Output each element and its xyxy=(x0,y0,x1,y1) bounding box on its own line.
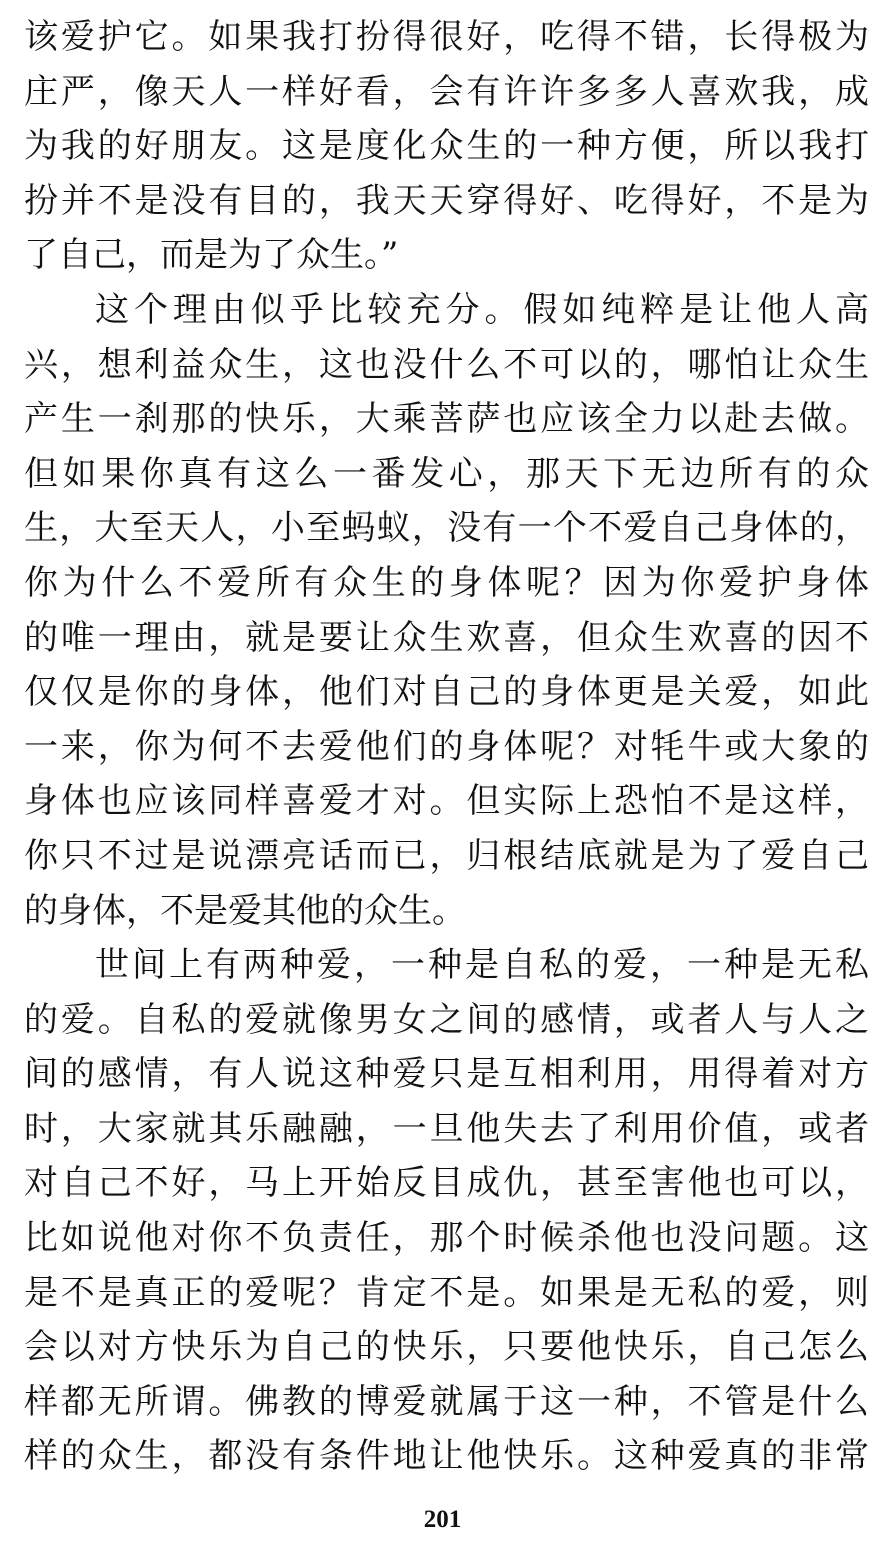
text-line: 样都无所谓。佛教的博爱就属于这一种，不管是什么 xyxy=(24,1381,869,1422)
text-line: 为我的好朋友。这是度化众生的一种方便，所以我打 xyxy=(24,126,869,167)
paragraph-first-line: 这个理由似乎比较充分。假如纯粹是让他人高 xyxy=(95,289,869,330)
text-line: 仅仅是你的身体，他们对自己的身体更是关爱，如此 xyxy=(24,672,869,713)
text-line: 的唯一理由，就是要让众生欢喜，但众生欢喜的因不 xyxy=(24,617,869,658)
text-line: 该爱护它。如果我打扮得很好，吃得不错，长得极为 xyxy=(24,17,869,57)
paragraph-first-line: 世间上有两种爱，一种是自私的爱，一种是无私 xyxy=(95,945,869,986)
text-line: 生，大至天人，小至蚂蚁，没有一个不爱自己身体的， xyxy=(24,508,869,549)
text-line: 一来，你为何不去爱他们的身体呢？对牦牛或大象的 xyxy=(24,726,869,767)
text-line: 比如说他对你不负责任，那个时候杀他也没问题。这 xyxy=(24,1218,869,1259)
text-line: 兴，想利益众生，这也没什么不可以的，哪怕让众生 xyxy=(24,344,869,385)
text-line: 对自己不好，马上开始反目成仇，甚至害他也可以， xyxy=(24,1163,869,1204)
text-line: 庄严，像天人一样好看，会有许许多多人喜欢我，成 xyxy=(24,71,869,112)
text-line: 是不是真正的爱呢？肯定不是。如果是无私的爱，则 xyxy=(24,1272,869,1313)
text-line: 样的众生，都没有条件地让他快乐。这种爱真的非常 xyxy=(24,1436,869,1477)
text-line: 时，大家就其乐融融，一旦他失去了利用价值，或者 xyxy=(24,1108,869,1149)
text-line: 扮并不是没有目的，我天天穿得好、吃得好，不是为 xyxy=(24,180,869,221)
text-line: 但如果你真有这么一番发心，那天下无边所有的众 xyxy=(24,453,869,494)
text-line: 会以对方快乐为自己的快乐，只要他快乐，自己怎么 xyxy=(24,1327,869,1368)
text-line: 你只不过是说漂亮话而已，归根结底就是为了爱自己 xyxy=(24,835,869,876)
paragraph-end-line: 的身体，不是爱其他的众生。 xyxy=(24,890,466,931)
text-line: 间的感情，有人说这种爱只是互相利用，用得着对方 xyxy=(24,1054,869,1095)
text-line: 产生一刹那的快乐，大乘菩萨也应该全力以赴去做。 xyxy=(24,399,869,440)
paragraph-end-line: 了自己，而是为了众生。” xyxy=(24,235,399,276)
page-number: 201 xyxy=(423,1506,462,1533)
text-line: 身体也应该同样喜爱才对。但实际上恐怕不是这样， xyxy=(24,781,869,822)
body-text xyxy=(24,10,869,1484)
text-line: 你为什么不爱所有众生的身体呢？因为你爱护身体 xyxy=(24,562,869,603)
text-line: 的爱。自私的爱就像男女之间的感情，或者人与人之 xyxy=(24,999,869,1040)
